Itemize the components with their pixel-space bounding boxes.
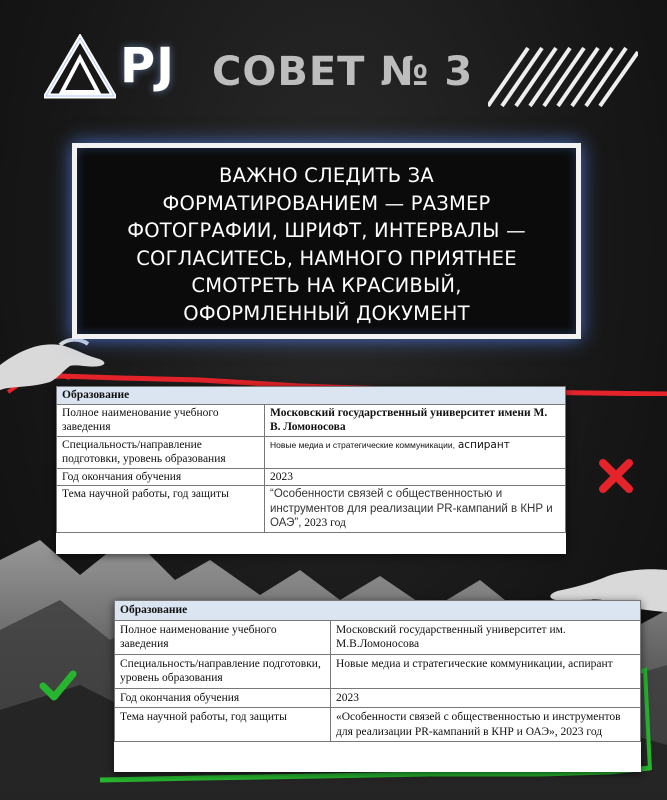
pj-logo-icon [44, 34, 116, 100]
table-heading: Образование [115, 601, 641, 621]
row-value: «Особенности связей с общественностью и инструментов для реализации PR-кампаний в КНР и ОАЭ», 2023 год [331, 708, 641, 742]
brand-name: PJ [120, 38, 176, 94]
decorative-stripes [488, 46, 638, 108]
tip-line: ВАЖНО СЛЕДИТЬ ЗА [219, 164, 434, 187]
table-row [115, 654, 641, 688]
green-check-icon [38, 668, 78, 704]
tip-line: ФОТОГРАФИИ, ШРИФТ, ИНТЕРВАЛЫ — [127, 219, 526, 242]
row-value: 2023 [331, 688, 641, 708]
bad-example-table [56, 386, 566, 554]
row-value: 2023 [265, 468, 566, 486]
row-value: Московский государственный университет им. М.В.Ломоносова [331, 620, 641, 654]
row-value: Московский государственный университет имени М. В. Ломоносова [265, 404, 566, 436]
row-label: Тема научной работы, год защиты [115, 708, 331, 742]
row-value-part: “Особенности связей с общественностью и инструментов для реализации PR-кампаний в КНР и ОАЭ”, [270, 488, 553, 529]
row-value-part: 2023 год [304, 517, 346, 529]
good-example-table [114, 600, 641, 772]
table-row [115, 688, 641, 708]
row-value: Новые медиа и стратегические коммуникации, аспирант [331, 654, 641, 688]
row-value-part: Новые медиа и стратегические коммуникации, [270, 439, 455, 450]
row-label: Полное наименование учебного заведения [57, 404, 265, 436]
table-row [115, 708, 641, 742]
tip-line: СОГЛАСИТЕСЬ, НАМНОГО ПРИЯТНЕЕ [136, 246, 517, 270]
table-row [115, 620, 641, 654]
table-heading: Образование [57, 387, 566, 405]
row-label: Тема научной работы, год защиты [57, 486, 265, 533]
row-value [265, 486, 566, 533]
tip-box [72, 143, 581, 339]
red-cross-icon [598, 458, 634, 494]
table-row [57, 436, 566, 468]
tip-line: СМОТРЕТЬ НА КРАСИВЫЙ, [191, 274, 462, 297]
row-label: Специальность/направление подготовки, уровень образования [115, 654, 331, 688]
tip-line: ФОРМАТИРОВАНИЕМ — РАЗМЕР [162, 191, 491, 215]
row-label: Год окончания обучения [115, 688, 331, 708]
row-label: Специальность/направление подготовки, уровень образования [57, 436, 265, 468]
row-label: Полное наименование учебного заведения [115, 620, 331, 654]
table-row [57, 404, 566, 436]
table-row [57, 486, 566, 533]
row-value [265, 436, 566, 468]
tip-number-title: СОВЕТ № 3 [212, 49, 474, 95]
row-label: Год окончания обучения [57, 468, 265, 486]
table-row [57, 468, 566, 486]
tip-text [77, 162, 576, 327]
row-value-part: аспирант [457, 438, 510, 451]
tip-line: ОФОРМЛЕННЫЙ ДОКУМЕНТ [183, 301, 470, 325]
